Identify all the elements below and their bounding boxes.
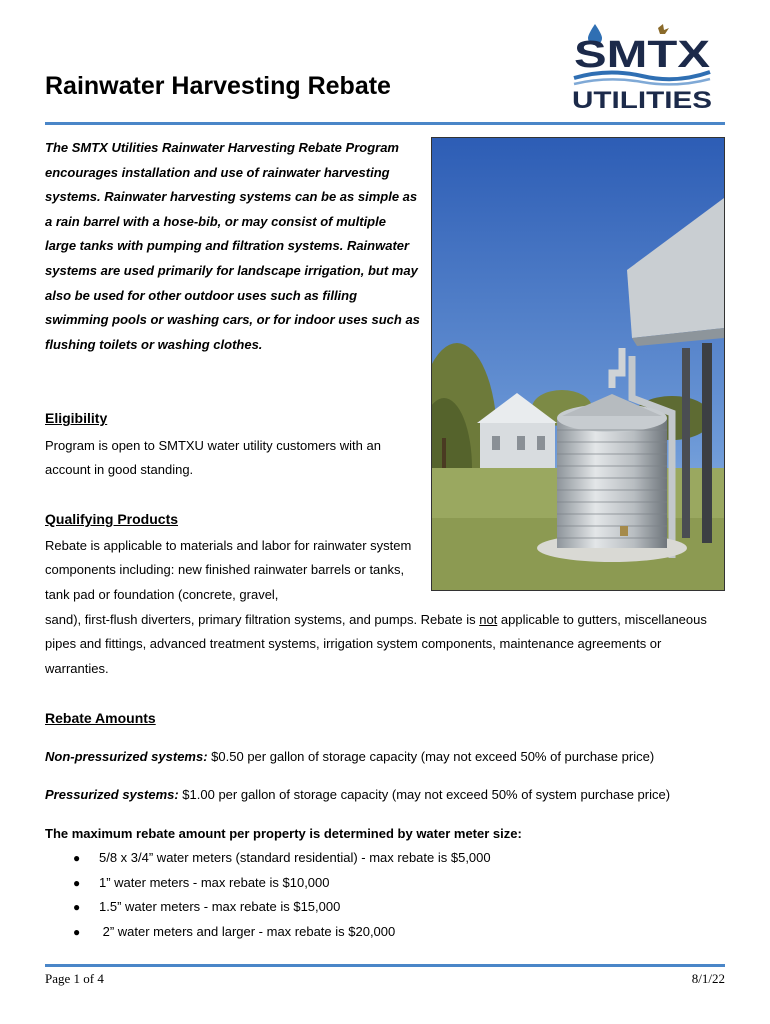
smtx-utilities-logo — [568, 22, 716, 112]
eligibility-heading: Eligibility — [45, 410, 108, 426]
non-pressurized-value: $0.50 per gallon of storage capacity (may not exceed 50% of purchase price) — [207, 749, 655, 764]
page-title: Rainwater Harvesting Rebate — [45, 72, 391, 100]
list-item — [73, 846, 491, 871]
bullet-icon: ● — [73, 900, 81, 914]
list-item — [73, 871, 491, 896]
header-divider — [45, 122, 725, 125]
non-pressurized-rate — [45, 749, 654, 764]
page-number: Page 1 of 4 — [45, 971, 104, 986]
max-rebate-note: The maximum rebate amount per property is determined by water meter size: — [45, 826, 522, 841]
list-item-text: 1” water meters - max rebate is $10,000 — [99, 874, 330, 890]
rebate-bullet-list — [73, 846, 491, 944]
pressurized-rate — [45, 787, 670, 802]
rebate-amounts-heading: Rebate Amounts — [45, 710, 156, 726]
pressurized-value: $1.00 per gallon of storage capacity (may not exceed 50% of system purchase price) — [178, 787, 671, 802]
qualifying-text-pre: sand), first-flush diverters, primary filtration systems, and pumps. Rebate is — [45, 612, 480, 627]
eligibility-text: Program is open to SMTXU water utility customers with an account in good standing. — [45, 438, 381, 478]
qualifying-text-post: applicable to gutters, miscellaneous pipes and fittings, advanced treatment systems, irrigation system components, maintenance agreements or warranties. — [45, 612, 707, 676]
qualifying-products-heading: Qualifying Products — [45, 511, 179, 527]
list-item — [73, 920, 491, 945]
intro-paragraph: The SMTX Utilities Rainwater Harvesting Rebate Program encourages installation and use of rainwater harvesting systems. Rainwater harvesting systems can be as simple as a rain barrel with a hose-bib, or may consist of multiple large tanks with pumping and filtration systems. Rainwater systems are used primarily for landscape irrigation, but may also be used for other outdoor uses such as filling swimming pools or washing cars, or for indoor uses such as flushing toilets or washing clothes. — [45, 140, 420, 352]
qualifying-products-text: Rebate is applicable to materials and labor for rainwater system components including: new finished rainwater barrels or tanks, tank pad or foundation (concrete, gravel, — [45, 538, 412, 602]
pressurized-label: Pressurized systems: — [45, 787, 179, 802]
rainwater-tank-photo — [431, 137, 725, 591]
list-item-text: 2” water meters and larger - max rebate is $20,000 — [99, 923, 396, 939]
logo-text-top: SMTX — [574, 34, 711, 76]
footer-divider — [45, 964, 725, 967]
bullet-icon: ● — [73, 851, 81, 865]
document-date: 8/1/22 — [691, 971, 725, 986]
qualifying-products-text-continued — [45, 608, 725, 681]
non-pressurized-label: Non-pressurized systems: — [45, 749, 208, 764]
list-item — [73, 895, 491, 920]
bullet-icon: ● — [73, 875, 81, 890]
logo-text-bottom: UTILITIES — [572, 87, 712, 112]
bullet-icon: ● — [73, 924, 81, 939]
qualifying-text-not: not — [479, 612, 498, 627]
list-item-text: 5/8 x 3/4” water meters (standard residential) - max rebate is $5,000 — [99, 850, 491, 865]
list-item-text: 1.5” water meters - max rebate is $15,000 — [99, 899, 341, 914]
